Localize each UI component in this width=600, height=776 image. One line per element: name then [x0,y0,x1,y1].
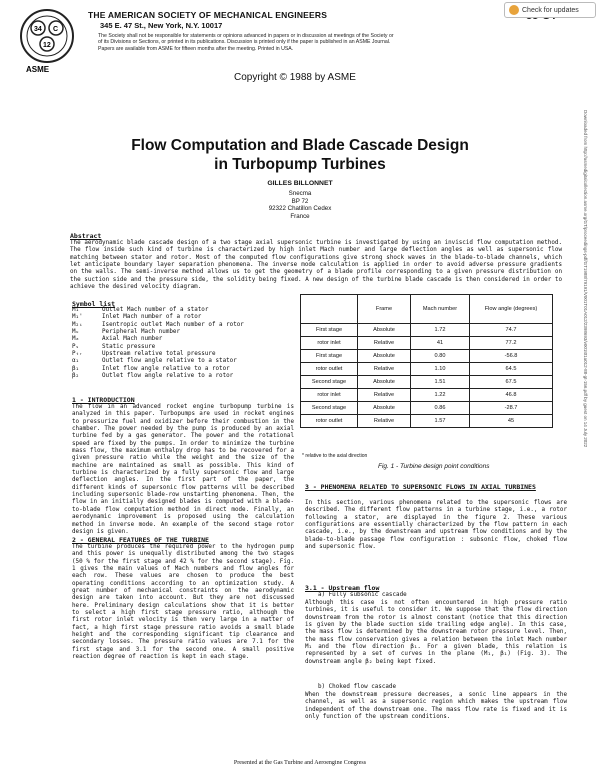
table-footnote: * relative to the axial direction [302,453,368,459]
symbol-row [72,307,292,314]
design-point-table [300,294,553,428]
table-cell: Second stage [301,402,358,415]
section-1-text: The flow in an advanced rocket engine turbopump turbine is analyzed in this paper. Turbopumps are used in rocket engines to pressurize fuel and oxidizer before their combustion in the chamber. The power needed by the pump is produced by an axial turbine fed by a gas generator. The power and the rotational speed are fixed by the pumps. In order to minimize the turbine mass flow, the maximum enthalpy drop has to be recovered for a given pressure ratio while the weight and the size of the machine are maintained as small as possible. This kind of turbine is characterized by a fully supersonic flow and large deflection angles. In the first part of the paper, the different kinds of supersonic flow patterns will be described including supersonic blade-row unstarting phenomena. Then, the flow in an initially designed blades is computed with a blade-to-blade flow computation method in direct mode. Finally, an aerodynamic improvement is proposed using the calculation method in inverse mode. An example of the second stage rotor design is given. [72,404,294,535]
table-cell: -28.7 [470,402,553,415]
table-cell: Relative [358,389,411,402]
table-row [301,337,553,350]
table-cell: 74.7 [470,324,553,337]
symbol-row [72,314,292,321]
table-cell: 0.80 [411,350,470,363]
table-cell: First stage [301,350,358,363]
symbol-desc: Axial Mach number [102,336,163,343]
table-cell: 45 [470,415,553,428]
symbol-row [72,351,292,358]
symbol-row [72,322,292,329]
table-cell: 41 [411,337,470,350]
author-name: GILLES BILLONNET [267,180,333,187]
symbol: β₂ [72,373,80,380]
table-cell: 64.5 [470,363,553,376]
table-header-row [301,295,553,324]
title-line-2: in Turbopump Turbines [214,156,386,173]
table-cell: Absolute [358,324,411,337]
check-for-updates-label: Check for updates [522,6,579,14]
table-row [301,324,553,337]
table-cell: rotor outlet [301,363,358,376]
symbol-desc: Inlet flow angle relative to a rotor [102,365,230,372]
section-3-heading: 3 - PHENOMENA RELATED TO SUPERSONIC FLOWS IN AXIAL TURBINES [305,483,536,491]
table-cell: -56.8 [470,350,553,363]
symbol-desc: Outlet flow angle relative to a rotor [102,373,234,380]
svg-text:34: 34 [34,26,42,33]
title-line-1: Flow Computation and Blade Cascade Design [131,137,469,154]
table-row [301,363,553,376]
symbol-desc: Outlet Mach number of a stator [102,307,209,313]
symbol-desc: Isentropic outlet Mach number of a rotor [102,321,244,328]
copyright: Copyright © 1988 by ASME [234,72,356,83]
affiliation-line: 92322 Chatillon Cedex [268,205,332,213]
section-2-text: The turbine produces the required power to the hydrogen pump and this power is unequally distributed among the two stages (50 % for the first stage and 42 % for the second stage). Fig. 1 gives the main values of Mach numbers and flow angles for each row. These values are chosen to produce the best operating conditions according to an optimization study. A great number of mechanical constraints on the aerodynamic design are taken into account. But they are not discussed here. Preliminary design calculations show that it is better to select a high first stage pressure ratio, although the first rotor inlet velocity is then very large in a matter of fact, a high first stage pressure ratio avoids a small blade height and the corresponding significant tip clearance and secondary losses. The pressure ratio values are 7.1 for the first stage and 3.1 for the second one. A small positive reaction degree of reaction is kept in each stage. [72,544,294,661]
section-2-heading: 2 - GENERAL FEATURES OF THE TURBINE [72,536,209,544]
section-3-1-heading: 3.1 - Upstream flow [305,584,380,592]
table-cell: 1.57 [411,415,470,428]
society-notice: The Society shall not be responsible for statements or opinions advanced in papers or in discussion at meetings of the Society or of its Divisions or Sections, or printed in its publications. Discussion is printed only if the paper is published in an ASME Journal. Papers are available from ASME for fifteen months after the meeting. Printed in USA. [98,33,394,52]
table-cell: 46.8 [470,389,553,402]
symbol-desc: Peripheral Mach number [102,329,181,336]
symbol-desc: Static pressure [102,343,156,350]
symbol: Pₜᵣ [72,351,83,358]
table-cell: 1.51 [411,376,470,389]
table-row [301,350,553,363]
symbol: Mᵤ [72,329,80,336]
section-3-1-b-text: When the downstream pressure decreases, a sonic line appears in the channel, as well as a supersonic region which makes the upstream flow independent of the downstream one. The mass flow rate is fixed and it is only function of the upstream conditions. [305,692,567,721]
section-3-1-a-heading: a) Fully subsonic cascade [318,592,407,598]
table-row [301,376,553,389]
table-cell: 1.22 [411,389,470,402]
table-header: Flow angle (degrees) [470,295,553,324]
download-side-note: Downloaded from http://asmedigitalcollection.asme.org/GT/proceedings-pdf/GT1988/79191/V001T01A012/2398693/v001t01a012-88-gt-156.pdf by guest on 14 July 2022 [583,110,588,448]
table-cell: Relative [358,363,411,376]
table-cell: Absolute [358,376,411,389]
page-footer: Presented at the Gas Turbine and Aeroengine Congress [233,760,367,766]
table-cell: rotor outlet [301,415,358,428]
svg-text:ASME: ASME [26,65,50,74]
abstract-text: The aerodynamic blade cascade design of a two stage axial supersonic turbine is investigated by using an inviscid flow computation method. The flow inside such kind of turbine is characterized by high inlet Mach number and large deflection angles as well as supersonic flow matching between stator and rotor. Most of the computed flow configurations give strong shock waves in the blade-to-blade channels, which let anticipate boundary layer separation phenomena. The inverse mode calculation is applied in order to avoid adverse pressure gradients on the walls. The semi-inverse method allows us to get the geometry of a blade profile corresponding to a given pressure distribution on the suction side and the pressure side, the solidity being fixed. A new design of the turbine blade cascade is then considered in order to achieve the desired velocity diagram. [70,240,562,291]
symbol-row [72,344,292,351]
symbol: β₁ [72,365,80,372]
symbol: Mₐ [72,336,80,343]
table-cell: 0.86 [411,402,470,415]
section-3-1-b-heading: b) Choked flow cascade [318,684,397,690]
table-cell: Absolute [358,402,411,415]
symbol-list [72,307,292,380]
paper-title [0,136,600,174]
table-row [301,415,553,428]
symbol: M₂ᵢ [72,321,83,328]
table-cell: rotor inlet [301,389,358,402]
table-row [301,402,553,415]
svg-text:12: 12 [43,42,51,49]
symbol: M₁ [72,307,80,313]
section-1-heading: 1 - INTRODUCTION [72,396,135,404]
check-for-updates-button[interactable] [504,2,596,18]
symbol: α₁ [72,358,80,365]
updates-icon [509,5,519,15]
symbol: M₁' [72,314,83,321]
symbol-desc: Upstream relative total pressure [102,351,216,358]
svg-text:C: C [53,26,59,33]
table-cell: 77.2 [470,337,553,350]
table-cell: First stage [301,324,358,337]
table-header: Frame [358,295,411,324]
asme-logo [18,6,76,76]
section-3-text: In this section, various phenomena related to the supersonic flows are described. The different flow patterns in a turbine stage, i.e., a rotor following a stator, are displayed in the figure 2. These various configurations are essentially characterized by the flow pattern in each cascade, i.e., by the downstream and upstream flow conditions and by the blade-to-blade passage flow configuration : subsonic flow, choked flow and supersonic flow. [305,500,567,551]
symbol-desc: Outlet flow angle relative to a stator [102,358,237,365]
figure-caption: Fig. 1 - Turbine design point conditions [378,463,490,470]
symbol: Pₛ [72,343,80,350]
table-cell: Second stage [301,376,358,389]
table-cell: Absolute [358,350,411,363]
society-address: 345 E. 47 St., New York, N.Y. 10017 [100,21,223,30]
symbol-row [72,373,292,380]
abstract-heading: Abstract [70,232,102,240]
symbol-row [72,329,292,336]
table-cell: Relative [358,415,411,428]
table-header: Mach number [411,295,470,324]
symbol-desc: Inlet Mach number of a rotor [102,314,202,321]
symbol-list-heading: Symbol list [72,300,116,308]
author-affiliation [0,190,600,220]
society-name: THE AMERICAN SOCIETY OF MECHANICAL ENGINEERS [88,10,328,20]
symbol-row [72,336,292,343]
table-cell: rotor inlet [301,337,358,350]
affiliation-line: Snecma [288,190,312,197]
table-cell: Relative [358,337,411,350]
affiliation-line: BP 72 [291,197,309,205]
symbol-row [72,358,292,365]
symbol-row [72,366,292,373]
table-cell: 1.72 [411,324,470,337]
section-3-1-a-text: Although this case is not often encountered in high pressure ratio turbines, it is useful to consider it. We suppose that the flow direction downstream from the rotor is almost constant (notice that this direction is given by the blade suction side trailing edge angle). In this case, the mass flow is determined by the downstream rotor pressure level. Then, the mass flow conservation gives a relation between the inlet Mach number M₁ and the flow direction β₁. For a given blade, this relation is represented by a set of curves in the plane (M₁, β₁) (Fig. 3). The downstream angle β₂ being kept fixed. [305,600,567,665]
table-cell: 67.5 [470,376,553,389]
table-cell: 1.10 [411,363,470,376]
table-header [301,295,358,324]
affiliation-line: France [290,212,310,220]
table-row [301,389,553,402]
